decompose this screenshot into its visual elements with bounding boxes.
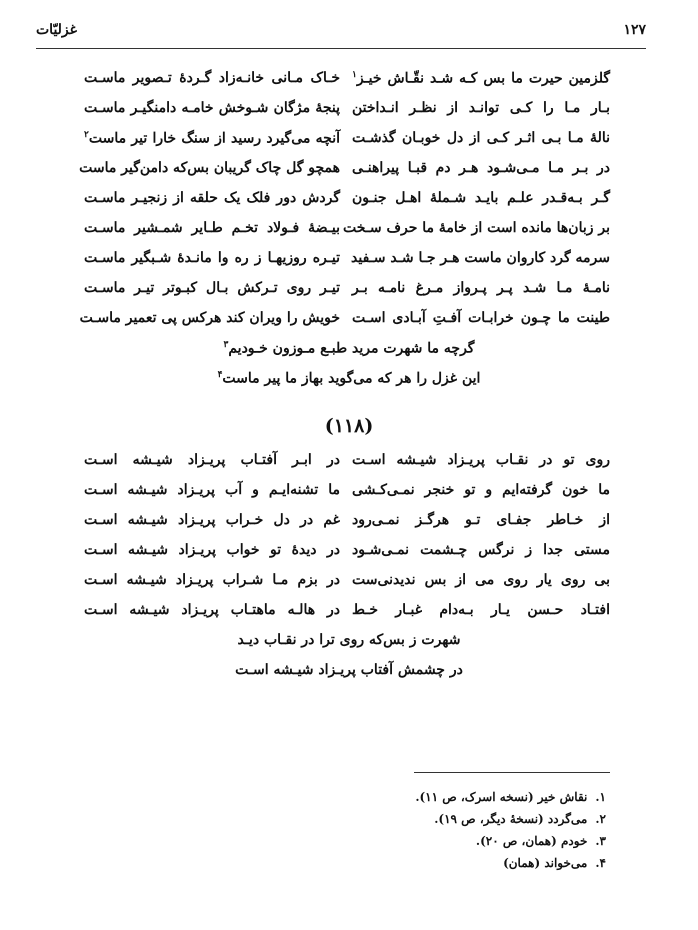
hemistich-first: روی تو در نقـاب پریـزاد شیـشه اسـت bbox=[352, 452, 610, 468]
footnote-ref: ۴ bbox=[217, 370, 223, 380]
footnote: ۱.نقاش خیر (نسخه اسرک، ص ۱۱). bbox=[415, 790, 606, 804]
hemistich-second: پنجهٔ مژگان شـوخش خامـه دامنگیـر ماسـت bbox=[84, 100, 340, 116]
hemistich-second: غم در دل خـراب پریـزاد شیـشه اسـت bbox=[84, 512, 340, 528]
hemistich-second: در بزم مـا شـراب پریـزاد شیـشه اسـت bbox=[84, 572, 340, 588]
footnote-divider bbox=[414, 772, 610, 773]
hemistich-second: ما تشنه‌ایـم و آب پریـزاد شیـشه اسـت bbox=[84, 482, 340, 498]
hemistich-first: بـار مـا را کـی توانـد از نظـر انـداختن bbox=[352, 100, 610, 116]
page-number: ۱۲۷ bbox=[623, 22, 646, 38]
footnote-ref: ۱ bbox=[352, 70, 357, 80]
footnote-ref: ۳ bbox=[223, 340, 229, 350]
footnote: ۲.می‌گردد (نسخهٔ دیگر، ص ۱۹). bbox=[434, 812, 606, 826]
hemistich-second: گردش دور فلک یک حلقه از زنجیـر ماسـت bbox=[84, 190, 340, 206]
hemistich-first: گـر بـه‌قـدر علـم بایـد شـملهٔ اهـل جنـون bbox=[352, 190, 610, 206]
hemistich-first: بی روی یار روی می از بس ندیدنی‌ست bbox=[352, 572, 610, 588]
footnote: ۳.خودم (همان، ص ۲۰). bbox=[475, 834, 606, 848]
hemistich-second: همچو گل چاک گریبان بس‌که دامن‌گیر ماست bbox=[79, 160, 340, 176]
hemistich-first: نالهٔ مـا بـی اثـر کـی از دل خوبـان گذشـت bbox=[352, 130, 610, 146]
header-divider bbox=[36, 48, 646, 49]
hemistich-second: بیـضهٔ فـولاد تخـم طـایر شمـشیر ماسـت bbox=[84, 220, 340, 236]
hemistich-first: نامـهٔ مـا شـد پـر پـرواز مـرغ نامـه بـر bbox=[352, 280, 610, 296]
hemistich-second: تیـر روی تـرکش بـال کبـوتر تیـر ماسـت bbox=[84, 280, 340, 296]
hemistich-first: افتـاد حـسن یـار بـه‌دام غبـار خـط bbox=[352, 602, 610, 618]
hemistich-second: در ابـر آفتـاب پریـزاد شیـشه اسـت bbox=[84, 452, 340, 468]
hemistich-second: تیـره روزیهـا ز ره وا مانـدهٔ شـبگیر ماسـت bbox=[84, 250, 340, 266]
hemistich-second: در هالـه ماهتـاب پریـزاد شیـشه اسـت bbox=[84, 602, 340, 618]
closing-hemistich: گرچه ما شهرت مرید طبـع مـوزون خـودیم$^۳$ bbox=[223, 340, 475, 357]
hemistich-first: گلزمین حیرت ما بس کـه شـد نقّـاش خیـز$^۱$ bbox=[352, 70, 610, 87]
closing-hemistich: این غزل را هر که می‌گوید بهاز ما پیر ماست$^۴$ bbox=[217, 370, 481, 387]
hemistich-first: در بـر مـا مـی‌شـود هـر دم قبـا پیراهنـی bbox=[352, 160, 610, 176]
page-header bbox=[36, 22, 646, 46]
running-title: غزلیّات bbox=[36, 22, 77, 38]
hemistich-first: سرمه گرد کاروان ماست هـر جـا شـد سـفید bbox=[351, 250, 610, 266]
hemistich-second: خویش را ویران کند هرکس پی تعمیر ماسـت bbox=[79, 310, 340, 326]
closing-hemistich: شهرت ز بس‌که روی ترا در نقـاب دیـد bbox=[237, 632, 461, 648]
closing-hemistich: در چشمش آفتاب پریـزاد شیـشه اسـت bbox=[235, 662, 463, 678]
hemistich-first: از خـاطر جفـای تـو هرگـز نمـی‌رود bbox=[352, 512, 610, 528]
hemistich-second: آنچه می‌گیرد رسید از سنگ خارا تیر ماست$^۲$ bbox=[84, 130, 340, 147]
hemistich-second: در دیدهٔ تو خواب پریـزاد شیـشه اسـت bbox=[84, 542, 340, 558]
hemistich-first: طینت ما چـون خرابـات آفـتِ آبـادی اسـت bbox=[352, 310, 610, 326]
footnote-ref: ۲ bbox=[84, 130, 89, 140]
hemistich-first: بر زبان‌ها مانده است از خامهٔ ما حرف سـخت bbox=[342, 220, 610, 236]
hemistich-first: ما خون گرفته‌ایم و تو خنجر نمـی‌کـشی bbox=[352, 482, 610, 498]
hemistich-first: مستی جدا ز نرگس چـشمت نمـی‌شـود bbox=[352, 542, 610, 558]
footnote: ۴.می‌خواند (همان) bbox=[503, 856, 606, 870]
ghazal-number: (۱۱۸) bbox=[324, 415, 374, 437]
hemistich-second: خـاک مـانی خانـه‌زاد گـردهٔ تـصویر ماسـت bbox=[84, 70, 340, 86]
